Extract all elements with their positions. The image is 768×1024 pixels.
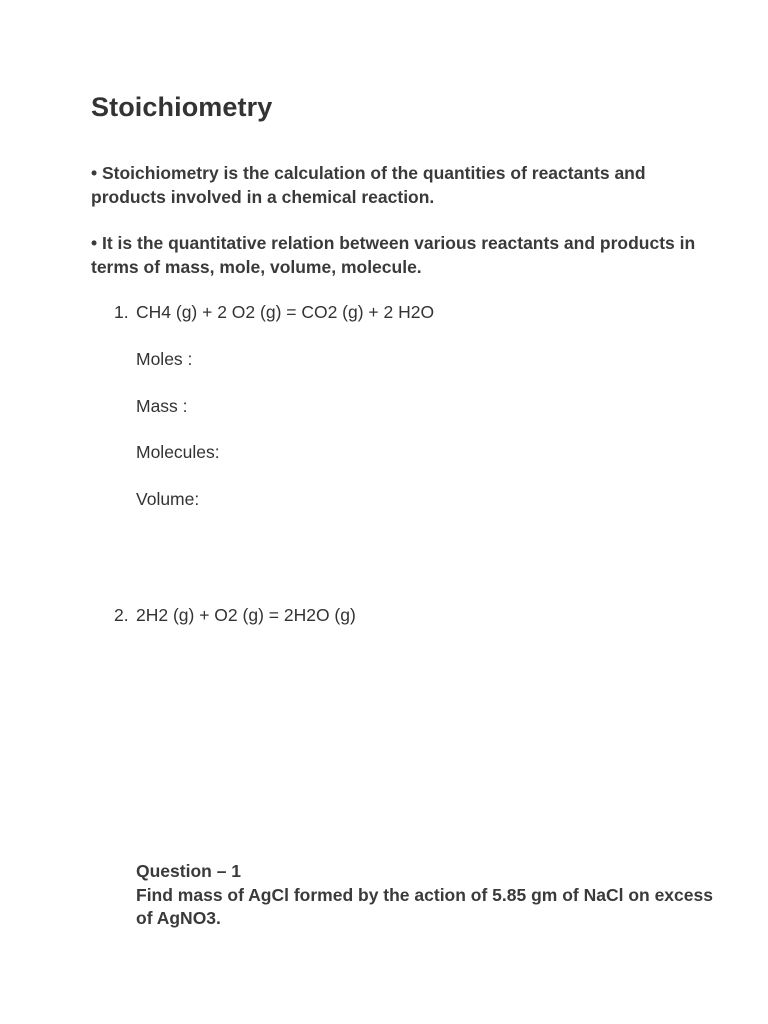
list-item-number: 1. — [114, 302, 129, 322]
volume-label: Volume: — [136, 489, 200, 509]
list-item-equation-1 — [114, 301, 434, 324]
equation-text: 2H2 (g) + O2 (g) = 2H2O (g) — [136, 605, 356, 625]
question-text: Find mass of AgCl formed by the action of 5.85 gm of NaCl on excess of AgNO3. — [136, 884, 713, 928]
list-item-equation-2 — [114, 604, 356, 627]
list-item-number: 2. — [114, 605, 129, 625]
mass-label: Mass : — [136, 396, 188, 416]
question-block — [136, 860, 716, 931]
equation-text: CH4 (g) + 2 O2 (g) = CO2 (g) + 2 H2O — [136, 302, 435, 322]
molecules-label: Molecules: — [136, 442, 220, 462]
bullet-definition: • Stoichiometry is the calculation of the quantities of reactants and products involved in a chemical reaction. — [91, 163, 646, 207]
moles-label: Moles : — [136, 349, 193, 369]
page-title: Stoichiometry — [91, 92, 273, 122]
bullet-quantitative-relation: • It is the quantitative relation between various reactants and products in terms of mass, mole, volume, molecule. — [91, 233, 696, 277]
question-heading: Question – 1 — [136, 861, 242, 881]
